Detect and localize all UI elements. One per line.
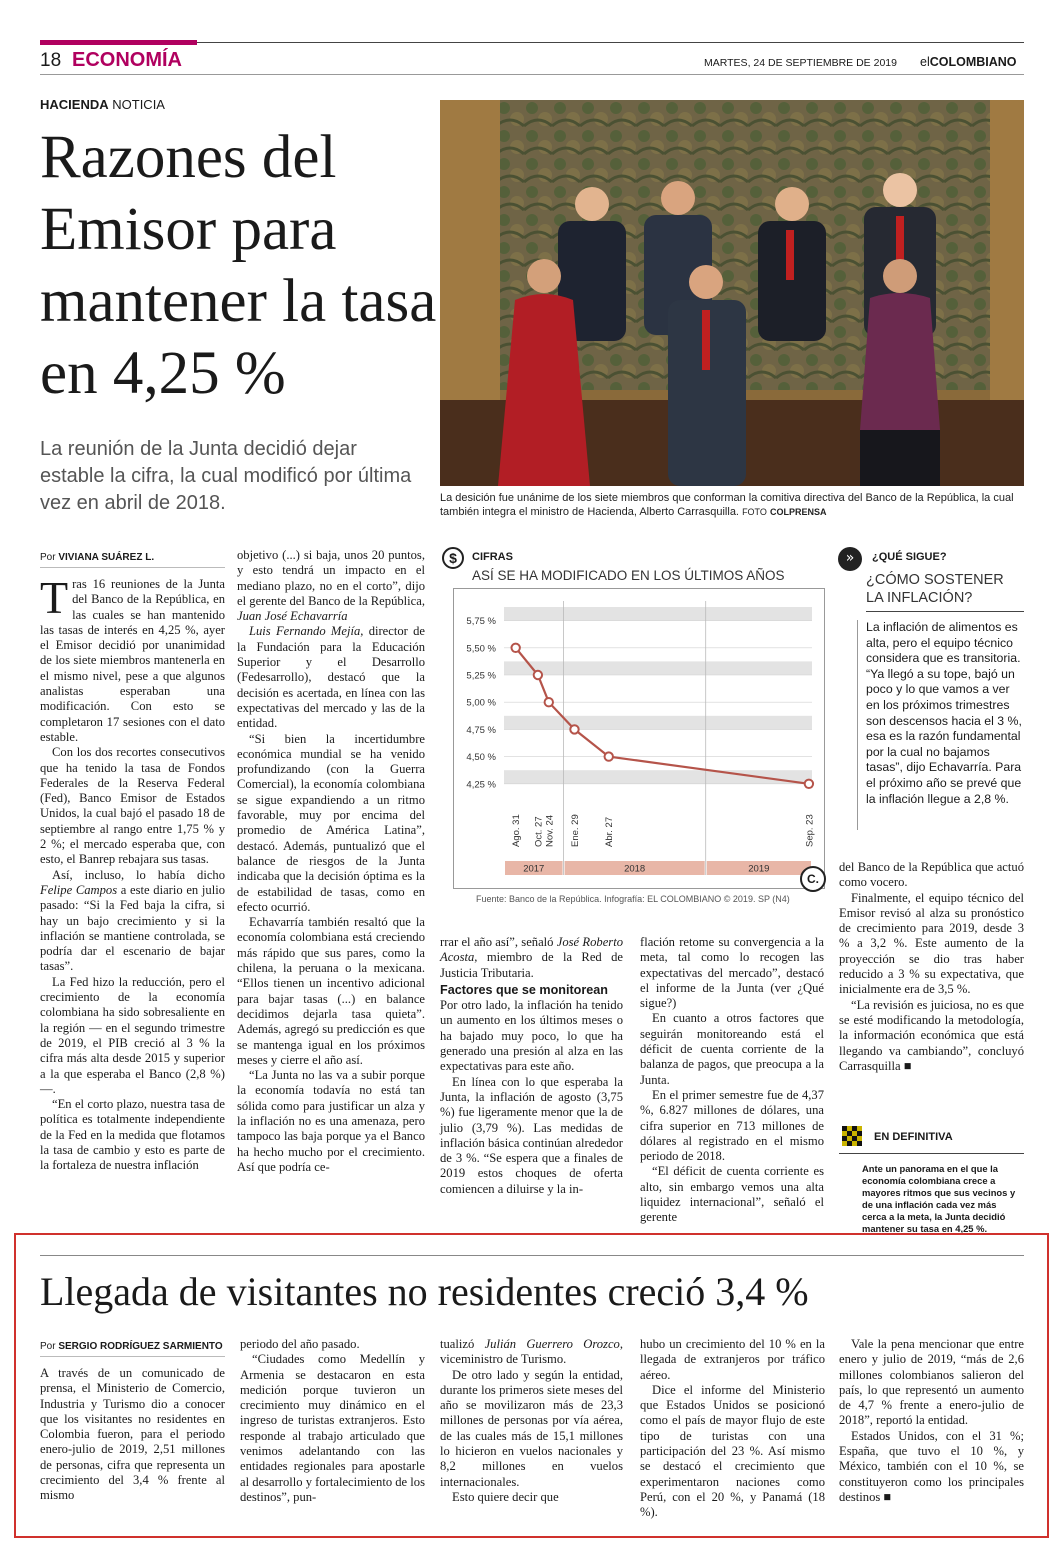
main-column-5 — [839, 860, 1024, 1110]
x-tick-label: Ene. 29 — [569, 814, 581, 847]
y-tick-label: 4,75 % — [466, 724, 496, 736]
header-bottom-rule — [40, 74, 1024, 75]
x-tick-label: Abr. 27 — [604, 816, 616, 847]
main-column-1 — [40, 572, 225, 1228]
data-point — [511, 644, 519, 652]
main-column-2 — [237, 548, 425, 1228]
second-col2-p2: “Ciudades como Medellín y Armenia se destacaron en esta medición porque tuvieron un crecimiento muy dinámico en el ingreso de turistas extranjeros. Esto responde al trabajo articulado que venimos adelantando con las entidades regionales para apostarle al desarrollo y fortalecimiento de los destinos”, pun- — [240, 1352, 425, 1504]
second-col3-text-b: , viceministro de Turismo. — [440, 1337, 624, 1367]
data-point — [570, 725, 578, 733]
y-tick-label: 4,25 % — [466, 779, 496, 791]
summary-body: Ante un panorama en el que la economía colombiana crece a mayores ritmos que sus vecinos y de una inflación cada vez más cerca a la meta, la Junta decidió mantener su tasa en 4,25 %. — [862, 1163, 1016, 1234]
second-col4-p2: Dice el informe del Ministerio que Estados Unidos se posicionó como el país de mayor flujo de este tipo de turistas con una participación del 23 %. Así mismo se destacó el crecimiento que experimentaron naciones como Perú, con el 20 %, y Panamá (18 %). — [640, 1382, 825, 1520]
col2-p2-text: , director de la Fundación para la Educación Superior y el Desarrollo (Fedesarrollo), destacó que la decisión es acertada, en línea con las expectativas del mercado y las de la entidad. — [237, 624, 425, 731]
issue-date: MARTES, 24 DE SEPTIEMBRE DE 2019 — [704, 57, 897, 69]
data-point — [545, 698, 553, 706]
year-label: 2019 — [748, 863, 770, 875]
second-col5-p2: Estados Unidos, con el 31 %; España, que tuvo el 10 %, y México, también con el 10 %, se constituyeron como los principales destinos ■ — [839, 1428, 1024, 1504]
x-tick-label: Nov. 24 — [544, 814, 556, 847]
col5-p1: del Banco de la República que actuó como vocero. — [839, 860, 1024, 890]
dollar-icon: $ — [449, 550, 457, 566]
publisher-logo: C. — [807, 872, 819, 886]
second-article-rule — [40, 1255, 1024, 1256]
dropcap: T — [40, 572, 69, 623]
infographic-icon — [442, 547, 464, 569]
second-byline — [40, 1341, 223, 1352]
summary-rule — [839, 1153, 1024, 1154]
second-byline-rule — [40, 1356, 225, 1357]
y-tick-label: 5,00 % — [466, 697, 496, 709]
data-point — [805, 780, 813, 788]
data-point — [534, 671, 542, 679]
chart-frame — [453, 588, 825, 889]
second-col2-p1: periodo del año pasado. — [240, 1337, 360, 1351]
second-col3-text-a: tualizó — [440, 1337, 485, 1351]
col2-p4: Echavarría también resaltó que la economía colombiana está creciendo más rápido que sus pares, como la chilena, la peruana o la mexicana. “Ellos tienen un incentivo adicional para bajar tasas (...) en balance decidimos dejarla tasa quieta”. Además, agregó su predicción es que se mantenga igual en los próximos meses y cierre el año así. — [237, 915, 425, 1067]
next-steps-rule — [866, 611, 1024, 612]
second-headline: Llegada de visitantes no residentes creció 3,4 % — [40, 1269, 809, 1314]
col4-p3: En el primer semestre fue de 4,37 %, 6.827 millones de dólares, una cifra superior en 713 millones de dólares al registrado en el mismo periodo de 2018. — [640, 1087, 824, 1164]
checker-icon — [842, 1126, 862, 1146]
col2-p5: “La Junta no las va a subir porque la economía todavía no está tan sólida como para justificar un alza y la inflación no es una amenaza, pero tampoco las baja porque ya el Banco ha hecho mucho por el crecimiento. Así que podría ce- — [237, 1068, 425, 1174]
col1-p2: Con los dos recortes consecutivos que ha tenido la tasa de Fondos Federales de la Reserva Federal (Fed), Banco Emisor de Estados Unidos, la cual bajó el pasado 18 de septiembre al rango entre 1,75 % y 2 %; el mercado esperaba que, con esto, el Banrep rebajara sus tasas. — [40, 745, 225, 867]
byline-prefix: Por — [40, 552, 56, 563]
next-steps-title: ¿CÓMO SOSTENER LA INFLACIÓN? — [866, 572, 1004, 606]
section-name: ECONOMÍA — [72, 49, 182, 71]
person-name: Julián Guerrero Orozco — [484, 1337, 620, 1351]
y-tick-label: 4,50 % — [466, 752, 496, 764]
col4-p4: “El déficit de cuenta corriente es alto, sin embargo vemos una alta liquidez internacional”, señaló el gerente — [640, 1164, 824, 1225]
second-column-3 — [440, 1337, 623, 1527]
page-number: 18 — [40, 50, 62, 71]
second-column-1 — [40, 1366, 225, 1526]
board-photo-illustration — [440, 100, 1024, 486]
main-headline: Razones del Emisor para mantener la tasa en 4,25 % — [40, 124, 437, 407]
summary-label: EN DEFINITIVA — [874, 1131, 953, 1143]
col4-p1: flación retome su convergencia a la meta, tal como lo recogen las expectativas del mercado”, destacó el informe de la Junta (ver ¿Qué sigue?) — [640, 935, 824, 1011]
col3-p1-text-b: , miembro de la Red de Justicia Tributaria. — [440, 950, 623, 980]
next-steps-icon: » — [838, 547, 862, 571]
rate-line-chart — [454, 589, 824, 888]
infographic-source: Fuente: Banco de la República. Infografía: EL COLOMBIANO © 2019. SP (N4) — [476, 894, 790, 904]
photo-credit: COLPRENSA — [769, 507, 827, 517]
data-point — [605, 752, 613, 760]
photo-caption — [440, 491, 1024, 519]
main-column-4 — [640, 935, 824, 1228]
person-name: José Roberto Acosta — [440, 935, 623, 965]
section-accent-bar — [40, 40, 197, 45]
kicker — [40, 97, 165, 112]
col5-p2: Finalmente, el equipo técnico del Emisor revisó al alza su pronóstico de crecimiento para 2019, desde 3 % a 3,2 %. Este aumento de la proyección se dio tras haber reducido a 3 % su expectativa, que inicialmente era de 3,5 %. — [839, 890, 1024, 997]
byline — [40, 552, 154, 563]
kicker-label: NOTICIA — [112, 97, 165, 112]
grid-band — [504, 607, 812, 621]
col1-p4: La Fed hizo la reducción, pero el crecimiento de la economía colombiana ha sido sobresaliente en la región — en el segundo trimestre de 2019, el PIB creció al 3 % la cifra más alta desde 2015 y superior a la que esperaba el Banco (2,8 %)—. — [40, 974, 225, 1096]
second-column-4 — [640, 1337, 825, 1527]
second-byline-prefix: Por — [40, 1341, 56, 1352]
year-label: 2018 — [624, 863, 646, 875]
photo-credit-label: FOTO — [742, 507, 767, 517]
person-name: Juan José Echavarría — [237, 609, 348, 624]
col5-p3: “La revisión es juiciosa, no es que se esté modificando la metodología, la información económica que está llegando va cambiando”, concluyó Carrasquilla ■ — [839, 997, 1024, 1073]
col1-p3-text-b: a este diario en julio pasado: “Si la Fed baja la cifra, si hay un bajo crecimiento y si la inflación se mantiene controlada, se podría dar el escenario de bajar tasas”. — [40, 882, 225, 974]
second-col4-p1: hubo un crecimiento del 10 % en la llegada de extranjeros por tráfico aéreo. — [640, 1337, 825, 1382]
col1-p5: “En el corto plazo, nuestra tasa de política es totalmente independiente de la Fed en la medida que flotamos la tasa de cambio y esto es parte de la fortaleza de nuestra inflación — [40, 1097, 225, 1173]
col1-p3 — [40, 868, 225, 975]
second-col3-p2: De otro lado y según la entidad, durante los primeros siete meses del año se movilizaron más de 23,3 millones de personas por vía aérea, de las cuales más de 15,1 millones lo hicieron en vuelos nacionales y 8,2 millones en vuelos internacionales. — [440, 1367, 623, 1489]
board-photo — [440, 100, 1024, 486]
second-col5-p1: Vale la pena mencionar que entre enero y julio de 2019, “más de 2,6 millones colombianos salieron del país, lo que representó un aumento de 4,7 % frente a enero-julio de 2018”, reportó la entidad. — [839, 1337, 1024, 1428]
photo-caption-text: La desición fue unánime de los siete miembros que conforman la comitiva directiva del Banco de la República, la cual también integra el ministro de Hacienda, Alberto Carrasquilla. — [440, 492, 1014, 518]
masthead-prefix: el — [920, 55, 930, 69]
person-name: Luis Fernando Mejía — [249, 624, 361, 639]
col3-p2: Por otro lado, la inflación ha tenido un aumento en los últimos meses o ha bajado muy poco, lo que ha generado una presión al alza en las expectativas para este año. — [440, 998, 623, 1074]
y-tick-label: 5,50 % — [466, 643, 496, 655]
col4-p2: En cuanto a otros factores que seguirán monitoreando está el déficit de cuenta corriente de la balanza de pagos, que preocupa a la Junta. — [640, 1011, 824, 1087]
col1-p3-text-a: Así, incluso, lo había dicho — [52, 867, 225, 882]
grid-band — [504, 716, 812, 730]
year-label: 2017 — [523, 863, 545, 875]
second-column-5 — [839, 1337, 1024, 1527]
col1-p1: ras 16 reuniones de la Junta del Banco de la República, en las cuales se han mantenido las tasas de interés en 4,25 %, ayer el Emisor decidió por unanimidad de los siete miembros mantenerla en el mismo nivel, pese a que algunos analistas esperaban una modificación. Con esto se completaron 17 sesiones con el dato estable. — [40, 577, 225, 744]
infographic-title: ASÍ SE HA MODIFICADO EN LOS ÚLTIMOS AÑOS — [472, 568, 785, 583]
header-top-rule — [197, 42, 1024, 43]
col3-p3: En línea con lo que esperaba la Junta, la inflación de agosto (3,75 %) fue ligeramente menor que la de julio (3,79 %). Las medidas de inflación básica continúan alrededor de 3 %. “Se espera que a finales de 2019 estos choques de oferta comiencen a diluirse y la in- — [440, 1074, 623, 1196]
subheading: Factores que se monitorean — [440, 982, 608, 997]
x-tick-label: Oct. 27 — [533, 816, 545, 847]
summary-icon — [842, 1126, 862, 1146]
main-column-3 — [440, 935, 623, 1228]
col2-p1-text: objetivo (...) si baja, unos 20 puntos, y esto tendrá un impacto en el mediano plazo, no en el corto”, dijo el gerente del Banco de la República, — [237, 548, 425, 608]
x-tick-label: Sep. 23 — [804, 814, 816, 847]
second-col3-p3: Esto quiere decir que — [452, 1489, 559, 1504]
publisher-badge — [800, 866, 826, 892]
next-steps-label: ¿QUÉ SIGUE? — [872, 551, 947, 563]
col2-p3: “Si bien la incertidumbre económica mundial se ha venido profundizando (con la Guerra Comercial), la economía colombiana se sigue expandiendo a un ritmo favorable, muy por encima del promedio de América Latina”, destacó. Además, puntualizó que el balance de riesgos de la Junta indicaba que la decisión óptima es la de estabilidad de tasas, como en efecto ocurrió. — [237, 731, 425, 914]
second-byline-author: SERGIO RODRÍGUEZ SARMIENTO — [58, 1341, 223, 1352]
y-tick-label: 5,25 % — [466, 670, 496, 682]
kicker-bold: HACIENDA — [40, 97, 109, 112]
second-col1-text: A través de un comunicado de prensa, el Ministerio de Comercio, Industria y Turismo dio a conocer que los visitantes no residentes en Colombia fueron, para el periodo enero-julio de 2019, 2,51 millones de personas, cifra que representa un crecimiento del 3,4 % frente al mismo — [40, 1366, 225, 1503]
x-tick-label: Ago. 31 — [511, 814, 523, 847]
grid-band — [504, 661, 812, 675]
next-steps-body: La inflación de alimentos es alta, pero el equipo técnico considera que es transitoria. “Ya llegó a su tope, bajó un poco y lo que vamos a ver en los próximos trimestres son descensos hacia el 3 %, esa es la razón fundamental por la cual no bajamos tasas”, dijo Echavarría. Para el próximo año se prevé que la inflación llegue a 2,8 %. — [857, 620, 1024, 830]
infographic-label: CIFRAS — [472, 551, 513, 563]
main-deck: La reunión de la Junta decidió dejar estable la cifra, la cual modificó por última vez en abril de 2018. — [40, 438, 412, 514]
person-name: Felipe Campos — [40, 882, 118, 897]
masthead-brand: COLOMBIANO — [929, 55, 1017, 69]
second-column-2 — [240, 1337, 425, 1527]
masthead-logo — [920, 55, 1017, 69]
byline-rule — [40, 567, 225, 568]
byline-author: VIVIANA SUÁREZ L. — [58, 552, 155, 563]
col3-p1-text-a: rrar el año así”, señaló — [440, 935, 557, 949]
y-tick-label: 5,75 % — [466, 616, 496, 628]
